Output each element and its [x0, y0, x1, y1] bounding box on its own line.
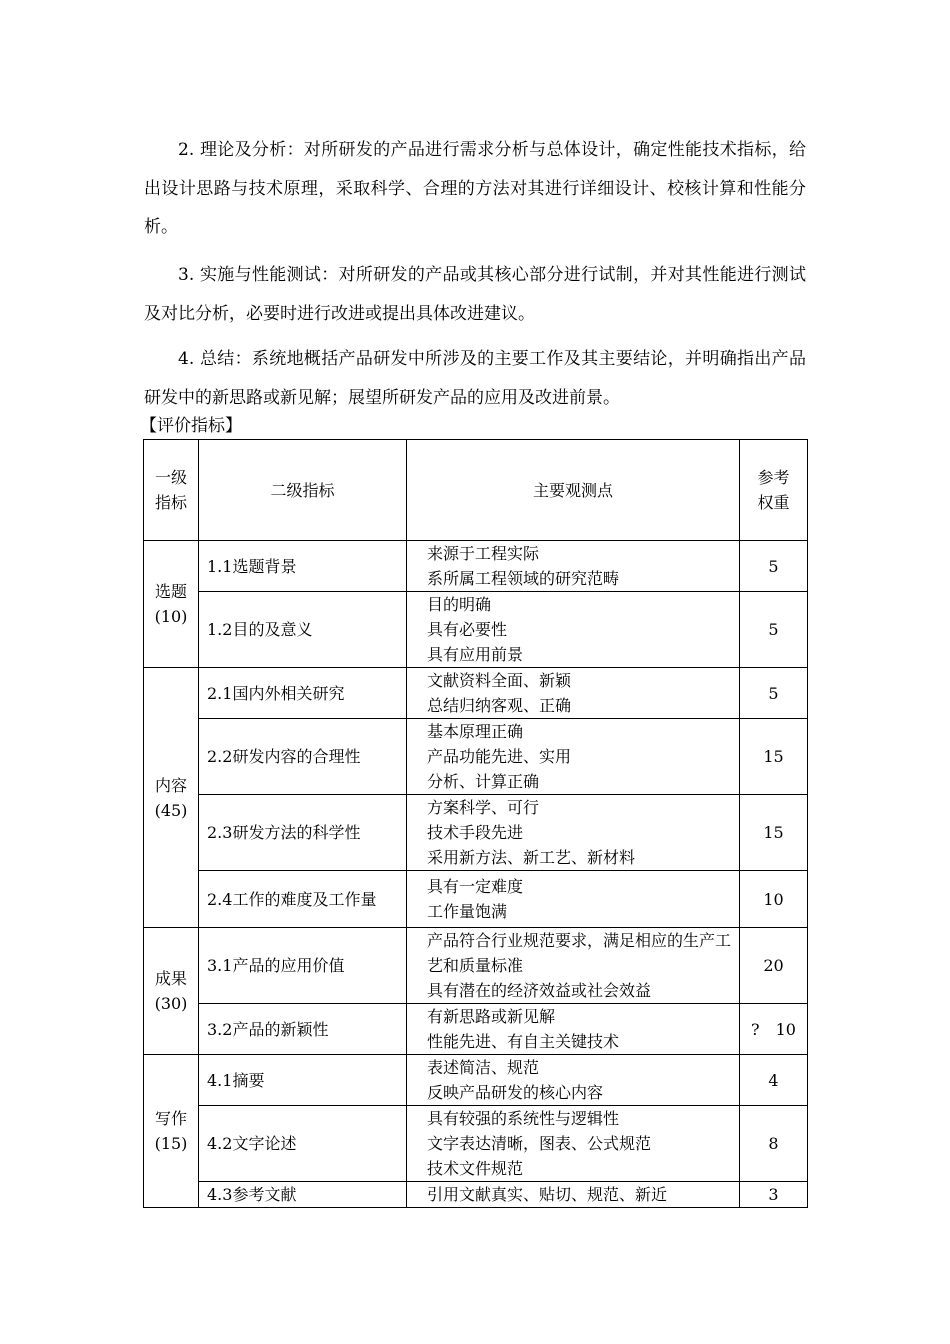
table-row: [144, 1055, 808, 1106]
row-item: 2.3研发方法的科学性: [199, 795, 407, 871]
row-points: [407, 1182, 740, 1208]
row-item: 4.2文字论述: [199, 1106, 407, 1182]
row-points: [407, 668, 740, 719]
group-label: 成果(30): [144, 928, 199, 1055]
table-row: [144, 871, 808, 928]
table-row: [144, 541, 808, 592]
group-label: 写作(15): [144, 1055, 199, 1208]
row-weight: ? 10: [740, 1004, 808, 1055]
row-points: [407, 795, 740, 871]
header-weight: [740, 440, 808, 541]
row-points: [407, 1106, 740, 1182]
point-line: 具有应用前景: [427, 645, 524, 664]
row-item: 2.4工作的难度及工作量: [199, 871, 407, 928]
point-line: 总结归纳客观、正确: [427, 696, 572, 715]
header-points: 主要观测点: [407, 440, 740, 541]
group-label: 选题(10): [144, 541, 199, 668]
point-line: 具有必要性: [427, 620, 508, 639]
row-points: [407, 719, 740, 795]
table-row: [144, 719, 808, 795]
row-weight: 5: [740, 541, 808, 592]
table-row: [144, 1106, 808, 1182]
point-line: 表述简洁、规范: [427, 1058, 540, 1077]
row-item: 2.1国内外相关研究: [199, 668, 407, 719]
row-points: [407, 928, 740, 1004]
table-row: [144, 1004, 808, 1055]
table-row: [144, 1182, 808, 1208]
header-level1: 一级指标: [144, 440, 199, 541]
row-item: 1.1选题背景: [199, 541, 407, 592]
row-weight: 20: [740, 928, 808, 1004]
point-line: 文字表达清晰，图表、公式规范: [427, 1134, 652, 1153]
point-line: 性能先进、有自主关键技术: [427, 1032, 620, 1051]
row-weight: 4: [740, 1055, 808, 1106]
row-weight: 10: [740, 871, 808, 928]
row-item: 1.2目的及意义: [199, 592, 407, 668]
point-line: 产品符合行业规范要求，满足相应的生产工艺和质量标准: [427, 931, 732, 975]
row-weight: 15: [740, 795, 808, 871]
point-line: 产品功能先进、实用: [427, 747, 572, 766]
group-label: 内容(45): [144, 668, 199, 928]
table-row: [144, 928, 808, 1004]
paragraph-theory: 2. 理论及分析：对所研发的产品进行需求分析与总体设计，确定性能技术指标，给出设计思路与技术原理，采取科学、合理的方法对其进行详细设计、校核计算和性能分析。: [144, 140, 806, 237]
point-line: 有新思路或新见解: [427, 1007, 556, 1026]
section-heading-evaluation: 【评价指标】: [140, 416, 242, 436]
row-points: [407, 871, 740, 928]
row-weight: 15: [740, 719, 808, 795]
row-points: [407, 592, 740, 668]
point-line: 引用文献真实、贴切、规范、新近: [427, 1185, 668, 1204]
row-points: [407, 1055, 740, 1106]
row-item: 3.1产品的应用价值: [199, 928, 407, 1004]
header-weight-line2: 权重: [757, 493, 790, 512]
evaluation-table: [143, 439, 808, 1208]
point-line: 系所属工程领域的研究范畴: [427, 569, 620, 588]
point-line: 技术手段先进: [427, 823, 524, 842]
row-weight: 3: [740, 1182, 808, 1208]
header-level2: 二级指标: [199, 440, 407, 541]
point-line: 具有较强的系统性与逻辑性: [427, 1109, 620, 1128]
point-line: 反映产品研发的核心内容: [427, 1083, 604, 1102]
point-line: 分析、计算正确: [427, 772, 540, 791]
table-row: [144, 795, 808, 871]
point-line: 采用新方法、新工艺、新材料: [427, 848, 636, 867]
point-line: 来源于工程实际: [427, 544, 540, 563]
row-weight: 5: [740, 592, 808, 668]
point-line: 工作量饱满: [427, 902, 508, 921]
point-line: 方案科学、可行: [427, 798, 540, 817]
header-weight-line1: 参考: [757, 468, 790, 487]
point-line: 具有一定难度: [427, 877, 524, 896]
row-item: 4.3参考文献: [199, 1182, 407, 1208]
point-line: 技术文件规范: [427, 1159, 524, 1178]
point-line: 基本原理正确: [427, 722, 524, 741]
table-row: [144, 668, 808, 719]
row-points: [407, 1004, 740, 1055]
row-item: 3.2产品的新颖性: [199, 1004, 407, 1055]
table-row: [144, 592, 808, 668]
paragraph-implementation: 3. 实施与性能测试：对所研发的产品或其核心部分进行试制，并对其性能进行测试及对比分析，必要时进行改进或提出具体改进建议。: [144, 265, 806, 324]
point-line: 文献资料全面、新颖: [427, 671, 572, 690]
paragraph-summary: 4. 总结：系统地概括产品研发中所涉及的主要工作及其主要结论，并明确指出产品研发中的新思路或新见解；展望所研发产品的应用及改进前景。: [144, 349, 806, 408]
table-header-row: [144, 440, 808, 541]
point-line: 目的明确: [427, 595, 492, 614]
row-points: [407, 541, 740, 592]
point-line: 具有潜在的经济效益或社会效益: [427, 981, 652, 1000]
row-item: 4.1摘要: [199, 1055, 407, 1106]
row-weight: 8: [740, 1106, 808, 1182]
row-weight: 5: [740, 668, 808, 719]
row-item: 2.2研发内容的合理性: [199, 719, 407, 795]
